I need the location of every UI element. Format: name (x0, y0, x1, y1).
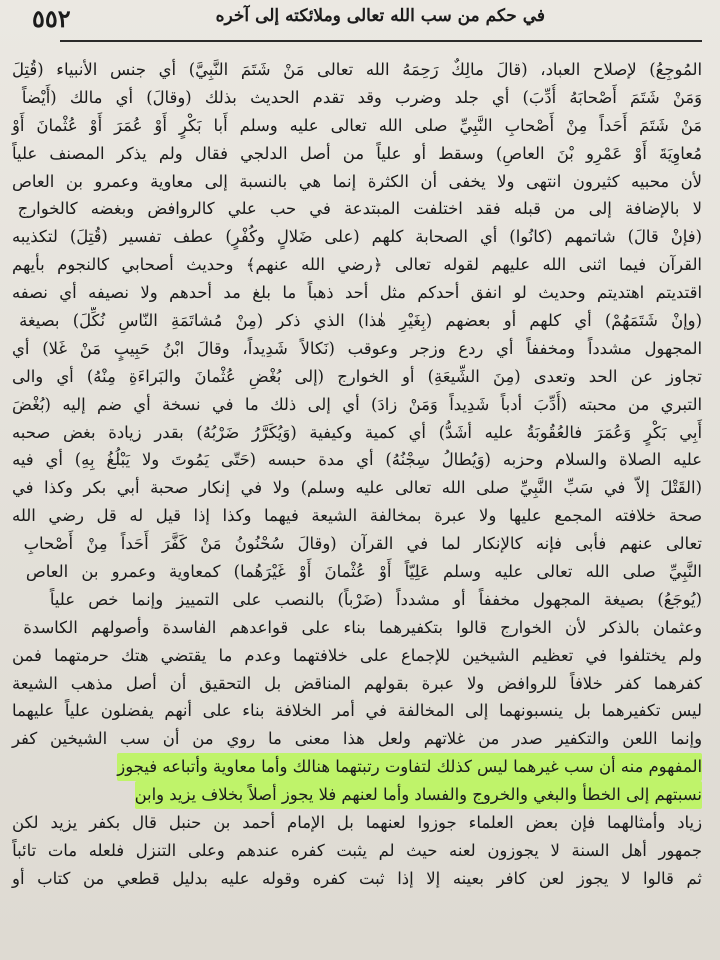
line-text: التبري من محبته (أُدِّبَ أدباً شَدِيداً وَمَنْ زادَ) أي إلى ذلك ما في نسخة أي ضم إليه (بُغْضَ (11, 394, 702, 414)
highlighted-text: نسبتهم إلى الخطأ والبغي والخروج والفساد وأما لعنهم فلا يجوز أصلاً بخلاف يزيد وابن (135, 781, 702, 809)
line-text: تعالى عنهم فأبى فإنه كالإنكار لما في القرآن (وقالَ سُحْنُونُ مَنْ كَفَّرَ أَحَداً مِنْ أَصْحابِ (23, 534, 702, 554)
highlighted-text: المفهوم منه أن سب غيرهما ليس كذلك لتفاوت رتبتهما هنالك وأما معاوية وأتباعه فيجوز (117, 753, 702, 781)
line-text: أَبِي بَكْرٍ وَعُمَرَ فالعُقُوبَةُ عليه أشَدُّ) أي كمية وكيفية (وَيُكَرَّرُ ضَرْبُهُ) بقدر زيادة بغض صحبه (12, 422, 702, 442)
line-text: (وإنْ شَتَمَهُمْ) أي كلهم أو بعضهم (بِغَيْرِ هٰذا) الذي ذكر (مِنْ مُشاتَمَةِ النّاسِ نُكِّلَ) بصيغة (19, 311, 702, 331)
line-text: النَّبِيِّ صلى الله تعالى عليه وسلم عَلِيّاً أَوْ عُثْمانَ أَوْ غَيْرَهُما) كمعاوية وعمرو بن العاص (25, 562, 702, 582)
line-text: (فإنْ قالَ) شاتمهم (كانُوا) أي الصحابة كلهم (على ضَلالٍ وكُفْرٍ) عطف تفسير (قُتِلَ) لتكذيبه (11, 227, 702, 247)
running-title: في حكم من سب الله تعالى وملائكته إلى آخره (215, 6, 545, 26)
line-text: وعثمان بالذكر لأن الخوارج قالوا بتكفيرهما بناء على قواعدهم الفاسدة وأصولهم الكاسدة (23, 617, 702, 637)
page-number: ٥٥٢ (32, 4, 71, 33)
line-text: مُعاوِيَةَ أَوْ عَمْرِو بْنَ العاصِ) وسقط أو علياً من أصل الدلجي فقال ولم يذكر المصنف علياً (12, 143, 702, 163)
text-line (0, 781, 720, 809)
text-line (0, 474, 720, 502)
text-line (0, 56, 720, 84)
line-text: لأن محبيه كثيرون انتهى ولا يخفى أن الكثرة إنما هي بالنسبة إلى معاوية وعمرو بن العاص (12, 171, 702, 191)
line-text: (القَتْلَ إلاّ في سَبِّ النَّبِيِّ صلى الله تعالى عليه وسلم) ولا في إنكار صحبة أبي بكر وكذا في (11, 478, 702, 498)
line-text: المُوجِعُ) لإصلاح العباد، (قالَ مالِكٌ رَحِمَهُ الله تعالى مَنْ شَتَمَ النَّبِيَّ) أي جنس الأنبياء (قُتِلَ (12, 60, 702, 79)
text-line (0, 614, 720, 642)
line-text: ثم قالوا لا يجوز لعن كافر بعينه إلا إذا ثبت كفره وقوله عليه بدليل قطعي من كتاب أو (12, 868, 702, 888)
text-line (0, 586, 720, 614)
text-line (0, 558, 720, 586)
line-text: المجهول مشدداً ومخففاً أي ردع وزجر وعوقب (نَكالاً شَدِيداً، وقالَ ابْنُ حَبِيبٍ مَنْ غَلا) أي (12, 338, 702, 358)
text-line (0, 84, 720, 112)
text-line (0, 725, 720, 753)
line-text: عليه الصلاة والسلام وحزبه (وَيُطالُ سِجْنُهُ) أي مدة حبسه (حَتّى يَمُوتَ ولا يَبْلُغُ بِهِ) أي فيه (12, 450, 702, 470)
line-text: ليس تكفيرهما بل ينسبونهما إلى المخالفة في أمر الخلافة بناء على أنهم يفضلون علياً عليهما (11, 701, 702, 721)
line-text: مَنْ شَتَمَ أَحَداً مِنْ أَصْحابِ النَّبِيِّ صلى الله تعالى عليه وسلم أَبا بَكْرٍ أَوْ عُمَرَ أَوْ عُثْمانَ أَوْ (11, 115, 702, 135)
line-text: كفرهما كفر خلافاً للروافض ولا عبرة بقولهم المناقض بل التحقيق أن أصل مذهب الشيعة (12, 673, 702, 693)
line-text: لا بالإضافة إلى من قبله فقد اختلفت المبتدعة في حب علي كالروافض وبغضه كالخوارج (17, 199, 702, 219)
header-rule (60, 40, 702, 42)
text-line (0, 195, 720, 223)
text-line (0, 837, 720, 865)
line-text: (يُوجَعُ) بصيغة المجهول مخففاً أو مشدداً (ضَرْباً) بالنصب على التمييز وإنما خص علياً (49, 589, 702, 609)
text-line (0, 363, 720, 391)
line-text: اقتديتم اهتديتم وحديث لو انفق أحدكم مثل أحد ذهباً ما بلغ مد أحدهم ولا نصيفه أي نصفه (11, 283, 702, 303)
text-line (0, 670, 720, 698)
text-line (0, 279, 720, 307)
page-header (0, 0, 720, 44)
line-text: وإنما اللعن والتكفير صدر من غلاتهم ولعل هذا معنى ما روي من أن سب الشيخين كفر (11, 729, 702, 749)
text-line (0, 419, 720, 447)
text-line (0, 865, 720, 893)
text-line (0, 307, 720, 335)
text-line (0, 251, 720, 279)
text-line (0, 642, 720, 670)
text-line (0, 223, 720, 251)
body-text (0, 56, 720, 893)
text-line (0, 168, 720, 196)
text-line (0, 391, 720, 419)
line-text: القرآن فيما اثنى الله عليهم لقوله تعالى ﴿رضي الله عنهم﴾ وحديث أصحابي كالنجوم بأيهم (12, 255, 702, 275)
line-text: زياد وأمثالهما فإن بعض العلماء جوزوا لعنهما بل الإمام أحمد بن حنبل قال بكفر يزيد لكن (11, 813, 702, 833)
text-line (0, 140, 720, 168)
line-text: وَمَنْ شَتَمَ أَصْحابَهُ أُدِّبَ) أي جلد وضرب وقد تقدم الحديث بذلك (وقالَ) أي مالك (أَيْضاً (21, 87, 702, 107)
line-text: تجاوز عن الحد وتعدى (مِنَ الشِّيعَةِ) أو الخوارج (إلى بُغْضِ عُثْمانَ والبَراءَةِ مِنْهُ) أي والى (12, 366, 702, 386)
text-line (0, 809, 720, 837)
text-line (0, 753, 720, 781)
text-line (0, 335, 720, 363)
text-line (0, 530, 720, 558)
text-line (0, 112, 720, 140)
text-line (0, 697, 720, 725)
line-text: ولم يختلفوا في تعظيم الشيخين للإجماع على خلافتهما وعدم ما يقتضي هتك حرمتهما فمن (12, 645, 702, 665)
text-line (0, 502, 720, 530)
line-text: جمهور أهل السنة لا يجوزون لعنه حيث لم يثبت كفره عندهم وعلى التنزل فلعله مات تائباً (12, 840, 702, 860)
line-text: صحة خلافته المجمع عليها ولا عبرة بمخالفة الشيعة فيهما وكذا إذا قيل له قل رضي الله (12, 506, 702, 526)
text-line (0, 446, 720, 474)
